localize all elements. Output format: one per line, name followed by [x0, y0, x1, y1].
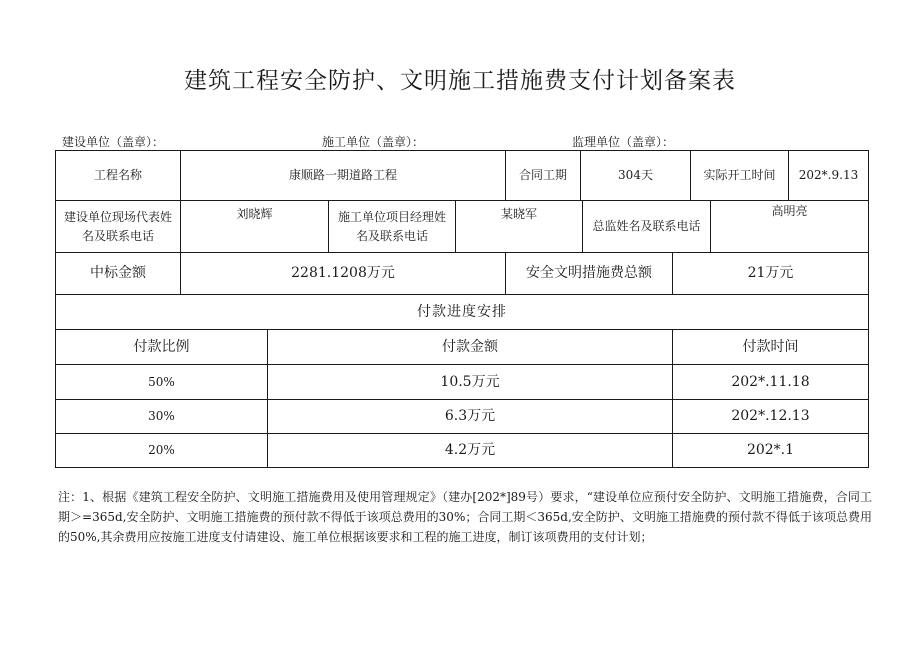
- row-3-time: 202*.1: [746, 442, 795, 458]
- row-3-ratio: 20%: [148, 443, 175, 457]
- row-2-time: 202*.12.13: [731, 408, 810, 424]
- row-2-amount: 6.3万元: [444, 408, 496, 424]
- row-1-ratio: 50%: [148, 374, 175, 389]
- header-time: 付款时间: [742, 338, 799, 355]
- chief-supervisor-value: 高明亮: [771, 204, 808, 218]
- contract-period-label: 合同工期: [518, 168, 567, 182]
- form-title: 建筑工程安全防护、文明施工措施费支付计划备案表: [184, 68, 736, 94]
- schedule-title: 付款进度安排: [417, 303, 507, 320]
- contract-period-value: 304天: [618, 168, 653, 182]
- bid-amount-value: 2281.1208万元: [291, 265, 395, 281]
- header-amount: 付款金额: [442, 338, 498, 355]
- builder-seal-label: 建设单位（盖章）：: [62, 135, 165, 149]
- project-manager-value: 某晓军: [500, 207, 537, 221]
- row-1-amount: 10.5万元: [440, 373, 500, 390]
- start-time-label: 实际开工时间: [703, 168, 776, 182]
- header-ratio: 付款比例: [133, 338, 190, 355]
- project-name-label: 工程名称: [93, 168, 142, 182]
- project-manager-label: 施工单位项目经理姓名及联系电话: [337, 209, 446, 243]
- footnote: 注：1、根据《建筑工程安全防护、文明施工措施费用及使用管理规定》（建办[202*]89号）要求，“建设单位应预付安全防护、文明施工措施费，合同工期＞=365d,安全防护、文明施工措施费的预付款不得低于该项总费用的30%；合同工期＜365d,安全防护、文明施工措施费的预付款不得低于该项总费用的50%,其余费用应按施工进度支付请建设、施工单位根据该要求和工程的施工进度，制订该项费用的支付计划；: [58, 490, 872, 544]
- owner-rep-label: 建设单位现场代表姓名及联系电话: [64, 209, 173, 243]
- owner-rep-value: 刘晓辉: [236, 207, 273, 221]
- safety-total-value: 21万元: [747, 265, 794, 281]
- contractor-seal-label: 施工单位（盖章）：: [322, 135, 425, 149]
- row-1-time: 202*.11.18: [731, 373, 810, 390]
- chief-supervisor-label: 总监姓名及联系电话: [592, 219, 701, 233]
- bid-amount-label: 中标金额: [90, 265, 146, 281]
- start-time-value: 202*.9.13: [798, 168, 859, 182]
- project-name-value: 康顺路一期道路工程: [288, 168, 397, 182]
- row-2-ratio: 30%: [148, 409, 175, 423]
- safety-total-label: 安全文明措施费总额: [526, 265, 652, 281]
- row-3-amount: 4.2万元: [444, 442, 496, 458]
- supervisor-seal-label: 监理单位（盖章）：: [572, 135, 675, 149]
